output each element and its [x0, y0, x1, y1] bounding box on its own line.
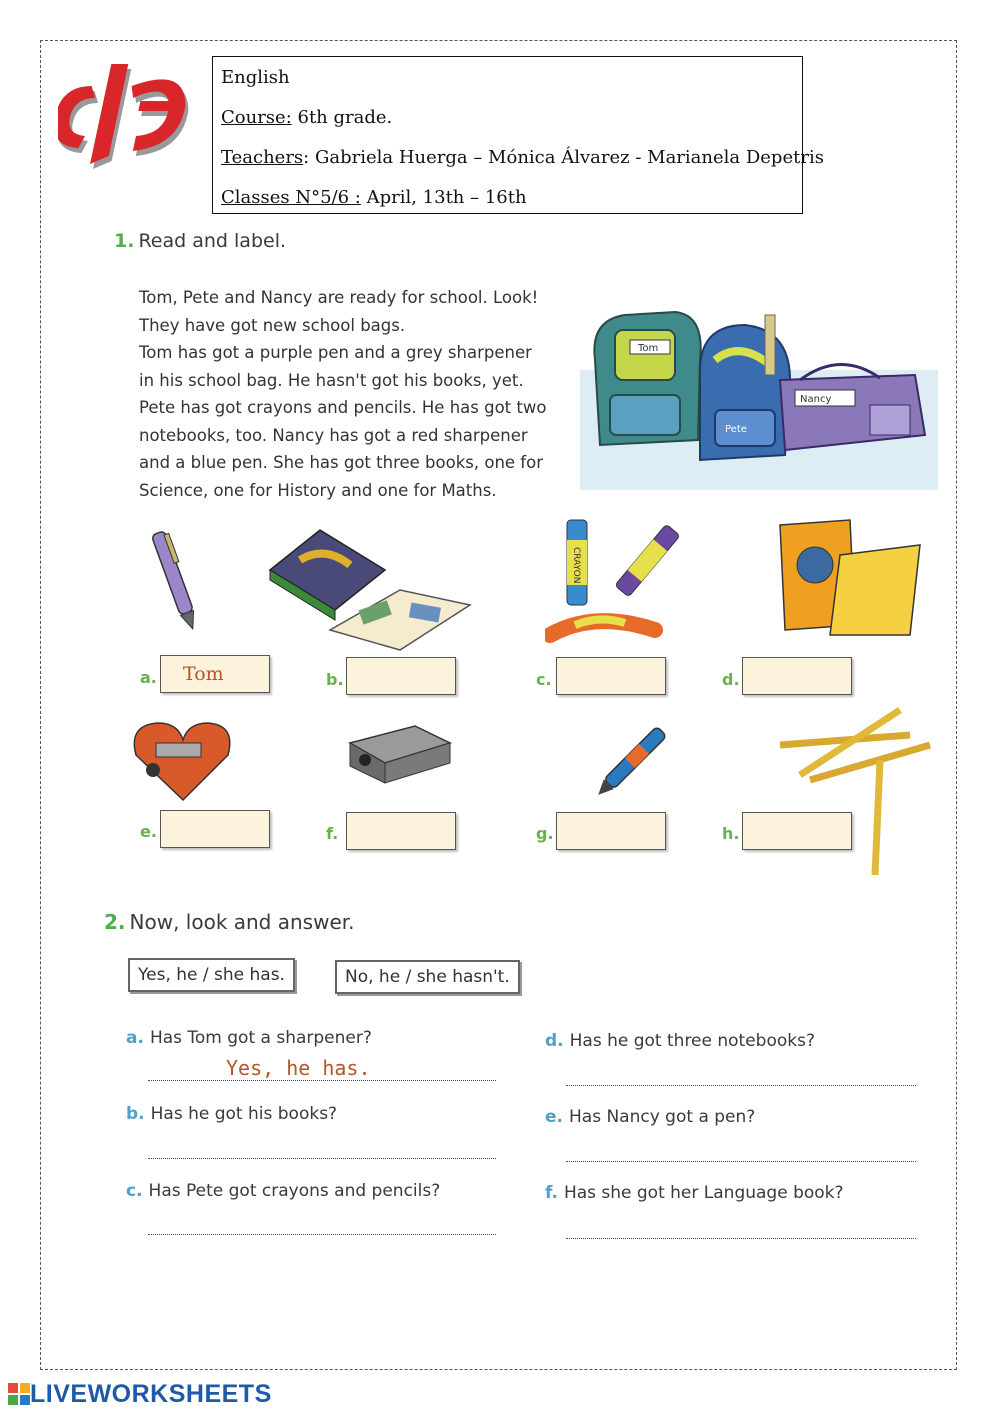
exercise1-title-text: Read and label. — [138, 230, 287, 252]
question-c — [126, 1181, 440, 1201]
exercise1-title — [114, 230, 286, 252]
slot-letter-c: c. — [536, 670, 552, 689]
pencils-icon — [770, 700, 940, 885]
story-line: Science, one for History and one for Maths. — [139, 480, 497, 500]
answer-line-e[interactable] — [566, 1161, 916, 1162]
teachers-line — [221, 141, 824, 181]
subject-line — [221, 61, 794, 101]
story-line: notebooks, too. Nancy has got a red sharpener — [139, 425, 528, 445]
label-slot-c[interactable] — [556, 657, 666, 695]
question-letter: b. — [126, 1104, 145, 1124]
story-line: in his school bag. He hasn't got his books, yet. — [139, 370, 524, 390]
question-text: Has Tom got a sharpener? — [149, 1028, 372, 1048]
course-label: Course: — [221, 107, 292, 128]
answer-line-a[interactable] — [148, 1080, 496, 1081]
purple-pen-icon — [140, 520, 210, 640]
liveworksheets-footer — [8, 1380, 272, 1408]
bag-tag-nancy: Nancy — [800, 394, 832, 405]
course-value: 6th grade. — [291, 107, 393, 128]
bag-tag-pete: Pete — [725, 424, 747, 435]
story-text — [139, 284, 579, 504]
question-b — [126, 1104, 337, 1124]
label-slot-a[interactable]: Tom — [160, 655, 270, 693]
purple-bag-icon — [780, 364, 925, 450]
exercise2-title-text: Now, look and answer. — [129, 910, 355, 934]
classes-value: April, 13th – 16th — [360, 187, 527, 208]
subject: English — [221, 67, 290, 88]
liveworksheets-brand: LIVEWORKSHEETS — [30, 1379, 272, 1408]
story-line: They have got new school bags. — [139, 315, 406, 335]
label-slot-b[interactable] — [346, 657, 456, 695]
liveworksheets-logo-icon — [8, 1383, 30, 1405]
question-letter: e. — [545, 1107, 563, 1127]
classes-line — [221, 181, 794, 221]
question-f — [545, 1183, 844, 1203]
slot-letter-f: f. — [326, 824, 339, 843]
school-bags-illustration — [580, 300, 938, 490]
crayon-label: CRAYON — [571, 547, 581, 584]
question-d — [545, 1031, 815, 1051]
answer-line-c[interactable] — [148, 1234, 496, 1235]
question-text: Has Pete got crayons and pencils? — [148, 1181, 441, 1201]
story-line: Tom has got a purple pen and a grey sharpener — [139, 343, 532, 362]
story-line: and a blue pen. She has got three books, one for — [139, 453, 543, 472]
books-icon — [260, 520, 480, 660]
exercise2-title — [104, 910, 355, 934]
question-letter: a. — [126, 1028, 144, 1048]
question-text: Has he got his books? — [150, 1104, 338, 1124]
question-letter: c. — [126, 1181, 143, 1201]
exercise2-number: 2. — [104, 910, 126, 934]
course-line — [221, 101, 794, 141]
answer-line-b[interactable] — [148, 1158, 496, 1159]
story-line: Pete has got crayons and pencils. He has got two — [139, 398, 547, 417]
label-slot-h[interactable] — [742, 812, 852, 850]
blue-bag-icon — [700, 315, 790, 460]
crayons-icon — [545, 515, 685, 650]
slot-letter-e: e. — [140, 822, 157, 841]
label-slot-d[interactable] — [742, 657, 852, 695]
slot-letter-a: a. — [140, 668, 157, 687]
green-bag-icon — [594, 312, 700, 445]
question-text: Has she got her Language book? — [563, 1183, 844, 1203]
teachers-label: Teachers — [221, 147, 304, 168]
answer-line-d[interactable] — [566, 1085, 916, 1086]
school-logo — [58, 56, 208, 174]
slot-letter-h: h. — [722, 824, 740, 843]
blue-pen-icon — [585, 718, 675, 808]
question-letter: d. — [545, 1031, 564, 1051]
label-slot-g[interactable] — [556, 812, 666, 850]
header-info-box — [212, 56, 824, 214]
slot-letter-d: d. — [722, 670, 740, 689]
question-e — [545, 1107, 755, 1127]
grey-sharpener-icon — [345, 718, 455, 788]
label-slot-f[interactable] — [346, 812, 456, 850]
story-line: Tom, Pete and Nancy are ready for school. Look! — [139, 288, 539, 307]
question-text: Has Nancy got a pen? — [569, 1107, 756, 1127]
classes-label: Classes N°5/6 : — [221, 187, 361, 208]
bag-tag-tom: Tom — [638, 343, 659, 354]
teachers-value: : Gabriela Huerga – Mónica Álvarez - Marianela Depetris — [303, 147, 824, 168]
slot-letter-b: b. — [326, 670, 344, 689]
slot-letter-g: g. — [536, 824, 554, 843]
exercise1-number: 1. — [114, 230, 135, 252]
option-no: No, he / she hasn't. — [335, 960, 520, 994]
question-a — [126, 1028, 372, 1048]
question-text: Has he got three notebooks? — [569, 1031, 815, 1051]
answer-a-text[interactable]: Yes, he has. — [226, 1056, 371, 1080]
notebooks-icon — [770, 515, 930, 640]
red-sharpener-icon — [128, 715, 238, 805]
label-slot-e[interactable] — [160, 810, 270, 848]
option-yes: Yes, he / she has. — [128, 958, 295, 992]
question-letter: f. — [545, 1183, 558, 1203]
answer-line-f[interactable] — [566, 1238, 916, 1239]
